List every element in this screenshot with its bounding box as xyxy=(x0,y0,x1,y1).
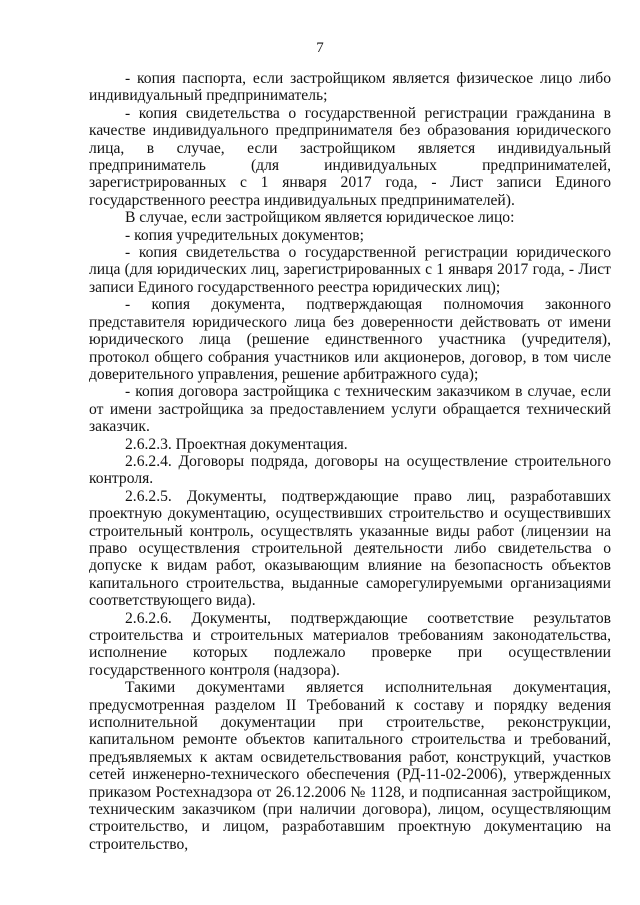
document-body xyxy=(89,70,611,853)
paragraph-passport-copy: - копия паспорта, если застройщиком является физическое лицо либо индивидуальный предприниматель; xyxy=(89,70,611,105)
paragraph-technical-customer-contract: - копия договора застройщика с техническим заказчиком в случае, если от имени застройщика за предоставлением услуги обращается технический заказчик. xyxy=(89,383,611,436)
paragraph-2-6-2-6: 2.6.2.6. Документы, подтверждающие соответствие результатов строительства и строительных материалов требованиям законодательства, исполнение которых подлежало проверке при осуществлении государственного контроля (надзора). xyxy=(89,609,611,679)
paragraph-2-6-2-4: 2.6.2.4. Договоры подряда, договоры на осуществление строительного контроля. xyxy=(89,452,611,488)
paragraph-2-6-2-3: 2.6.2.3. Проектная документация. xyxy=(125,435,348,453)
paragraph-legal-entity-certificate: - копия свидетельства о государственной регистрации юридического лица (для юридических лиц, зарегистрированных с 1 января 2017 года, - Лист записи Единого государственного реестра юридических лиц); xyxy=(89,244,611,296)
paragraph-legal-entity-intro: В случае, если застройщиком является юридическое лицо: xyxy=(125,209,515,227)
page-number: 7 xyxy=(316,40,324,56)
paragraph-2-6-2-5: 2.6.2.5. Документы, подтверждающие право лиц, разработавших проектную документацию, осуществивших строительство и осуществивших строительный контроль, осуществлять указанные виды работ (лицензии на право осуществления строительной деятельности либо свидетельства о допуске к видам работ, оказывающим влияние на безопасность объектов капитального строительства, выданные саморегулируемыми организациями соответствующего вида). xyxy=(89,487,611,610)
paragraph-representative-authority: - копия документа, подтверждающая полномочия законного представителя юридического лица без доверенности действовать от имени юридического лица (решение единственного участника (учредителя), протокол общего собрания участников или акционеров, договор, в том числе доверительного управления, решение арбитражного суда); xyxy=(89,296,611,383)
paragraph-founding-documents: - копия учредительных документов; xyxy=(125,226,364,244)
paragraph-executive-documentation: Такими документами является исполнительная документация, предусмотренная разделом II Требований к составу и порядку ведения исполнительной документации при строительстве, реконструкции, капитальном ремонте объектов капитального строительства и требований, предъявляемых к актам освидетельствования работ, конструкций, участков сетей инженерно-технического обеспечения (РД-11-02-2006), утвержденных приказом Ростехнадзора от 26.12.2006 № 1128, и подписанная застройщиком, техническим заказчиком (при наличии договора), лицом, осуществляющим строительство, и лицом, разработавшим проектную документацию на строительство, xyxy=(89,679,611,853)
paragraph-entrepreneur-certificate: - копия свидетельства о государственной регистрации гражданина в качестве индивидуального предпринимателя без образования юридического лица, в случае, если застройщиком является индивидуальный предприниматель (для индивидуальных предпринимателей, зарегистрированных с 1 января 2017 года, - Лист записи Единого государственного реестра индивидуальных предпринимателей). xyxy=(89,104,611,209)
